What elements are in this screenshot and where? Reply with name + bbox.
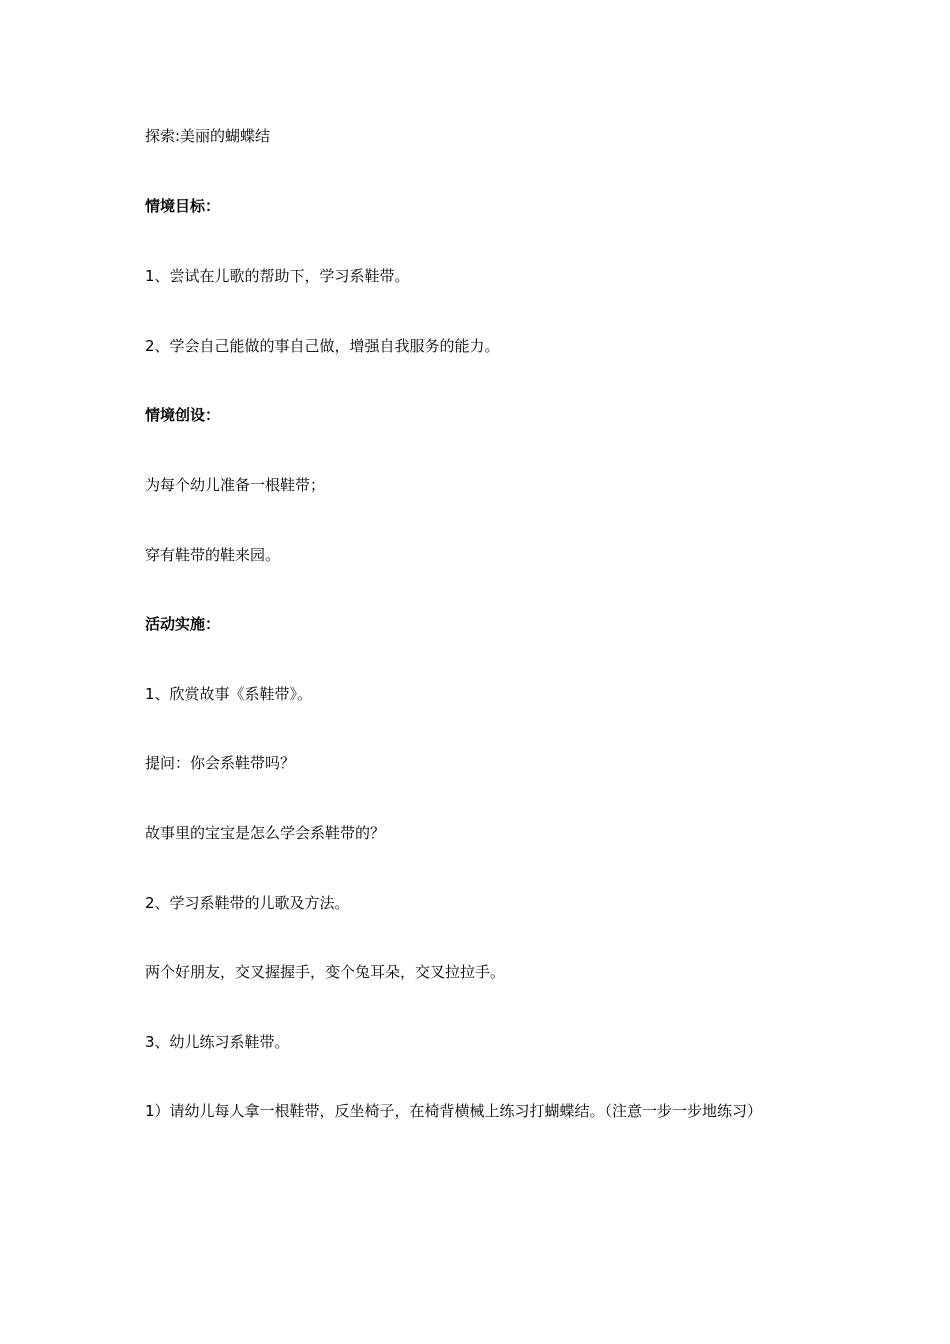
document-title: 探索:美丽的蝴蝶结 xyxy=(145,127,271,145)
goals-heading: 情境目标： xyxy=(145,197,221,215)
setup-item-2: 穿有鞋带的鞋来园。 xyxy=(145,546,281,564)
practice-step-1: 1）请幼儿每人拿一根鞋带，反坐椅子，在椅背横械上练习打蝴蝶结。（注意一步一步地练习） xyxy=(145,1102,763,1120)
goal-item-2: 2、学会自己能做的事自己做，增强自我服务的能力。 xyxy=(145,337,500,355)
activity-heading: 活动实施： xyxy=(145,615,221,633)
question-2: 故事里的宝宝是怎么学会系鞋带的？ xyxy=(145,824,386,842)
goal-item-1: 1、尝试在儿歌的帮助下，学习系鞋带。 xyxy=(145,267,410,285)
question-1: 提问：你会系鞋带吗？ xyxy=(145,754,296,772)
activity-item-3: 3、幼儿练习系鞋带。 xyxy=(145,1033,290,1051)
setup-item-1: 为每个幼儿准备一根鞋带； xyxy=(145,476,326,494)
activity-item-1: 1、欣赏故事《系鞋带》。 xyxy=(145,685,313,703)
rhyme-text: 两个好朋友，交叉握握手，变个兔耳朵，交叉拉拉手。 xyxy=(145,963,506,981)
activity-item-2: 2、学习系鞋带的儿歌及方法。 xyxy=(145,894,350,912)
setup-heading: 情境创设： xyxy=(145,406,221,424)
